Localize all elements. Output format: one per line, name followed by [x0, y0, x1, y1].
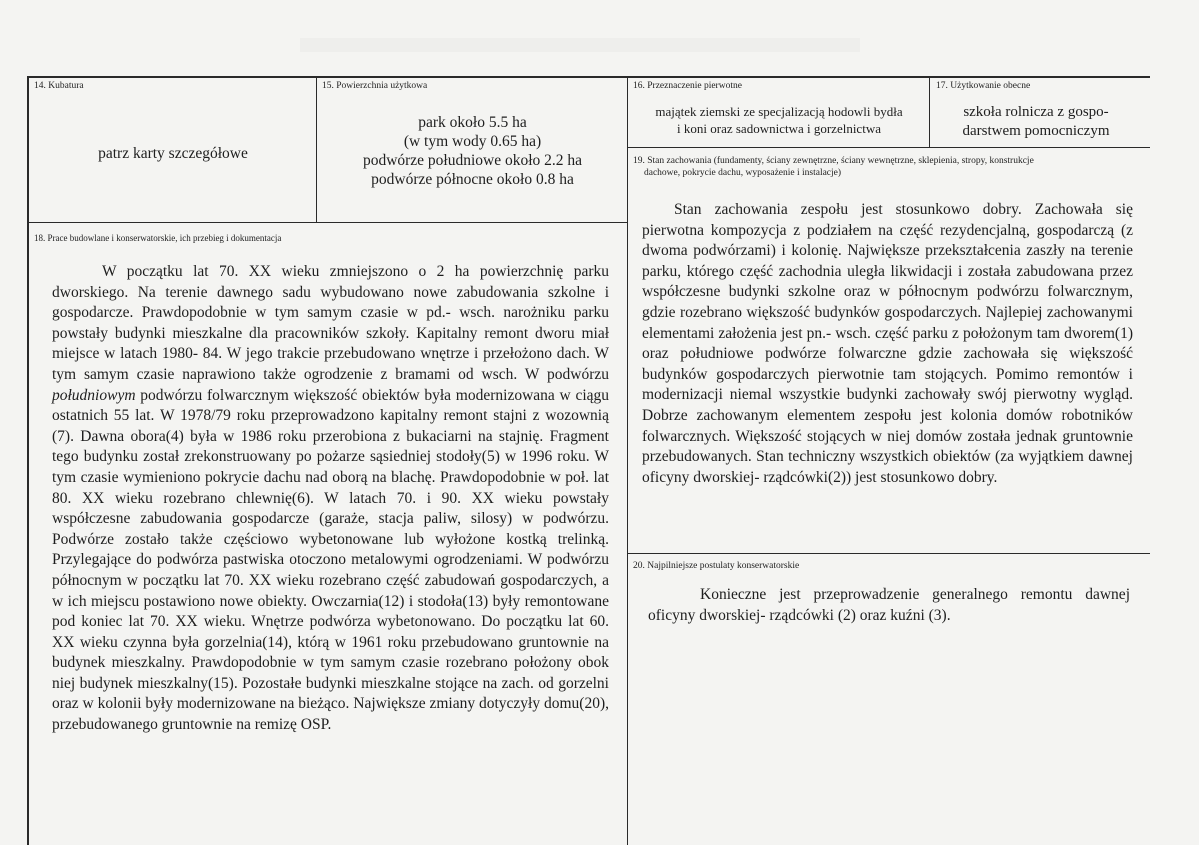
powierzchnia-line: podwórze północne około 0.8 ha	[371, 171, 574, 188]
divider-16-17	[929, 76, 930, 147]
divider-center	[627, 76, 628, 845]
przeznaczenie-line: i koni oraz sadownictwa i gorzelnictwa	[677, 121, 881, 136]
kubatura-value: patrz karty szczegółowe	[98, 145, 248, 162]
uzytkowanie-line: darstwem pomocniczym	[962, 123, 1110, 139]
uzytkowanie-line: szkoła rolnicza z gospo-	[963, 104, 1109, 120]
field-15-label: 15. Powierzchnia użytkowa	[322, 81, 428, 91]
divider-row1-bottom	[27, 222, 628, 223]
field-19-label	[633, 155, 1143, 179]
przeznaczenie-value	[629, 103, 929, 137]
field-14-label: 14. Kubatura	[34, 81, 84, 91]
field-18-label: 18. Prace budowlane i konserwatorskie, ich przebieg i dokumentacja	[34, 233, 282, 243]
prace-text-italic: południowym	[52, 386, 136, 404]
field-19-label-line: dachowe, pokrycie dachu, wyposażenie i instalacje)	[644, 168, 842, 178]
form-border-left	[27, 76, 29, 845]
form-border-top	[27, 76, 1150, 78]
przeznaczenie-line: majątek ziemski ze specjalizacją hodowli bydła	[655, 104, 903, 119]
postulaty-text: Konieczne jest przeprowadzenie generalnego remontu dawnej oficyny dworskiej- rządcówki (2) oraz kuźni (3).	[648, 586, 1130, 624]
scan-smudge	[300, 38, 860, 52]
field-17-label: 17. Użytkowanie obecne	[936, 81, 1031, 91]
powierzchnia-value	[318, 113, 627, 189]
field-20-label: 20. Najpilniejsze postulaty konserwatorskie	[633, 561, 800, 571]
powierzchnia-line: podwórze południowe około 2.2 ha	[362, 152, 583, 169]
prace-text	[52, 262, 609, 736]
prace-text-part1: W początku lat 70. XX wieku zmniejszono o 2 ha powierzchnię parku dworskiego. Na terenie dawnego sadu wybudowano nowe zabudowania szkolne i gospodarcze. Prawdopodobnie w tym samym czasie w pd.- wsch. narożniku parku powstały budynki mieszkalne dla pracowników szkoły. Kapitalny remont dworu miał miejsce w latach 1980- 84. W jego trakcie przebudowano wnętrze i przełożono dach. W tym samym czasie naprawiono także ogrodzenie z bramami od wsch. W podwórzu	[52, 263, 609, 383]
divider-14-15	[316, 76, 317, 223]
divider-19-20	[627, 553, 1150, 554]
field-16-label: 16. Przeznaczenie pierwotne	[633, 81, 742, 91]
prace-text-part2: podwórzu folwarcznym większość obiektów była modernizowana w ciągu ostatnich 55 lat. W 1978/79 roku przeprowadzono kapitalny remont stajni z wozownią (7). Dawna obora(4) była w 1986 roku przerobiona z bukaciarni na stajnię. Fragment tego budynku został zrekonstruowany po pożarze sąsiedniej stodoły(5) w 1996 roku. W tym czasie wymieniono pokrycie dachu nad oborą na blachę. Prawdopodobnie w poł. lat 80. XX wieku rozebrano chlewnię(6). W latach 70. i 90. XX wieku powstały współczesne zabudowania gospodarcze (garaże, stacja paliw, silosy) w podwórzu. Podwórze zostało także częściowo wybetonowane lub wyłożone kostką trelinką. Przylegające do podwórza pastwiska otoczono metalowymi ogrodzeniami. W podwórzu północnym w początku lat 70. XX wieku rozebrano część zabudowań gospodarczych, a w ich miejscu postawiono nowe obiekty. Owczarnia(12) i stodoła(13) były remontowane pod koniec lat 70. XX wieku. Wnętrze podwórza wybetonowano. Do początku lat 60. XX wieku czynna była gorzelnia(14), którą w 1961 roku przebudowano gruntownie na budynek mieszkalny. Prawdopodobnie w tym samym czasie rozebrano położony obok niej budynek mieszkalny(15). Pozostałe budynki mieszkalne stojące na zach. od gorzelni oraz w kolonii były modernizowane na bieżąco. Największe zmiany dotyczyły domu(20), przebudowanego gruntownie na remizę OSP.	[52, 386, 610, 734]
powierzchnia-line: (w tym wody 0.65 ha)	[403, 133, 542, 150]
stan-text: Stan zachowania zespołu jest stosunkowo dobry. Zachowała się pierwotna kompozycja z podziałem na część rezydencjalną, gospodarczą (z dwoma podwórzami) i kolonię. Największe przekształcenia zaszły na terenie parku, którego część zachodnia uległa likwidacji i została zabudowana przez współczesne budynki szkolne oraz w północnym podwórzu folwarcznym, gdzie rozebrano większość budynków gospodarczych. Najlepiej zachowanymi elementami założenia jest pn.- wsch. część parku z położonym tam dworem(1) oraz południowe podwórze folwarczne gdzie zachowała się większość budynków gospodarczych pierwotnie tam stojących. Pomimo remontów i modernizacji niemal wszystkie budynki zachowały swój pierwotny wygląd. Dobrze zachowanym elementem zespołu jest kolonia domów robotników folwarcznych. Większość stojących w niej domów została jednak gruntownie przebudowanych. Stan techniczny wszystkich obiektów (za wyjątkiem dawnej oficyny dworskiej- rządcówki(2)) jest stosunkowo dobry.	[642, 201, 1133, 486]
divider-16-19	[627, 147, 1150, 148]
field-19-label-line: 19. Stan zachowania (fundamenty, ściany zewnętrzne, ściany wewnętrzne, sklepienia, stropy, konstrukcje	[633, 156, 1034, 166]
powierzchnia-line: park około 5.5 ha	[418, 114, 527, 131]
uzytkowanie-value	[931, 103, 1141, 141]
